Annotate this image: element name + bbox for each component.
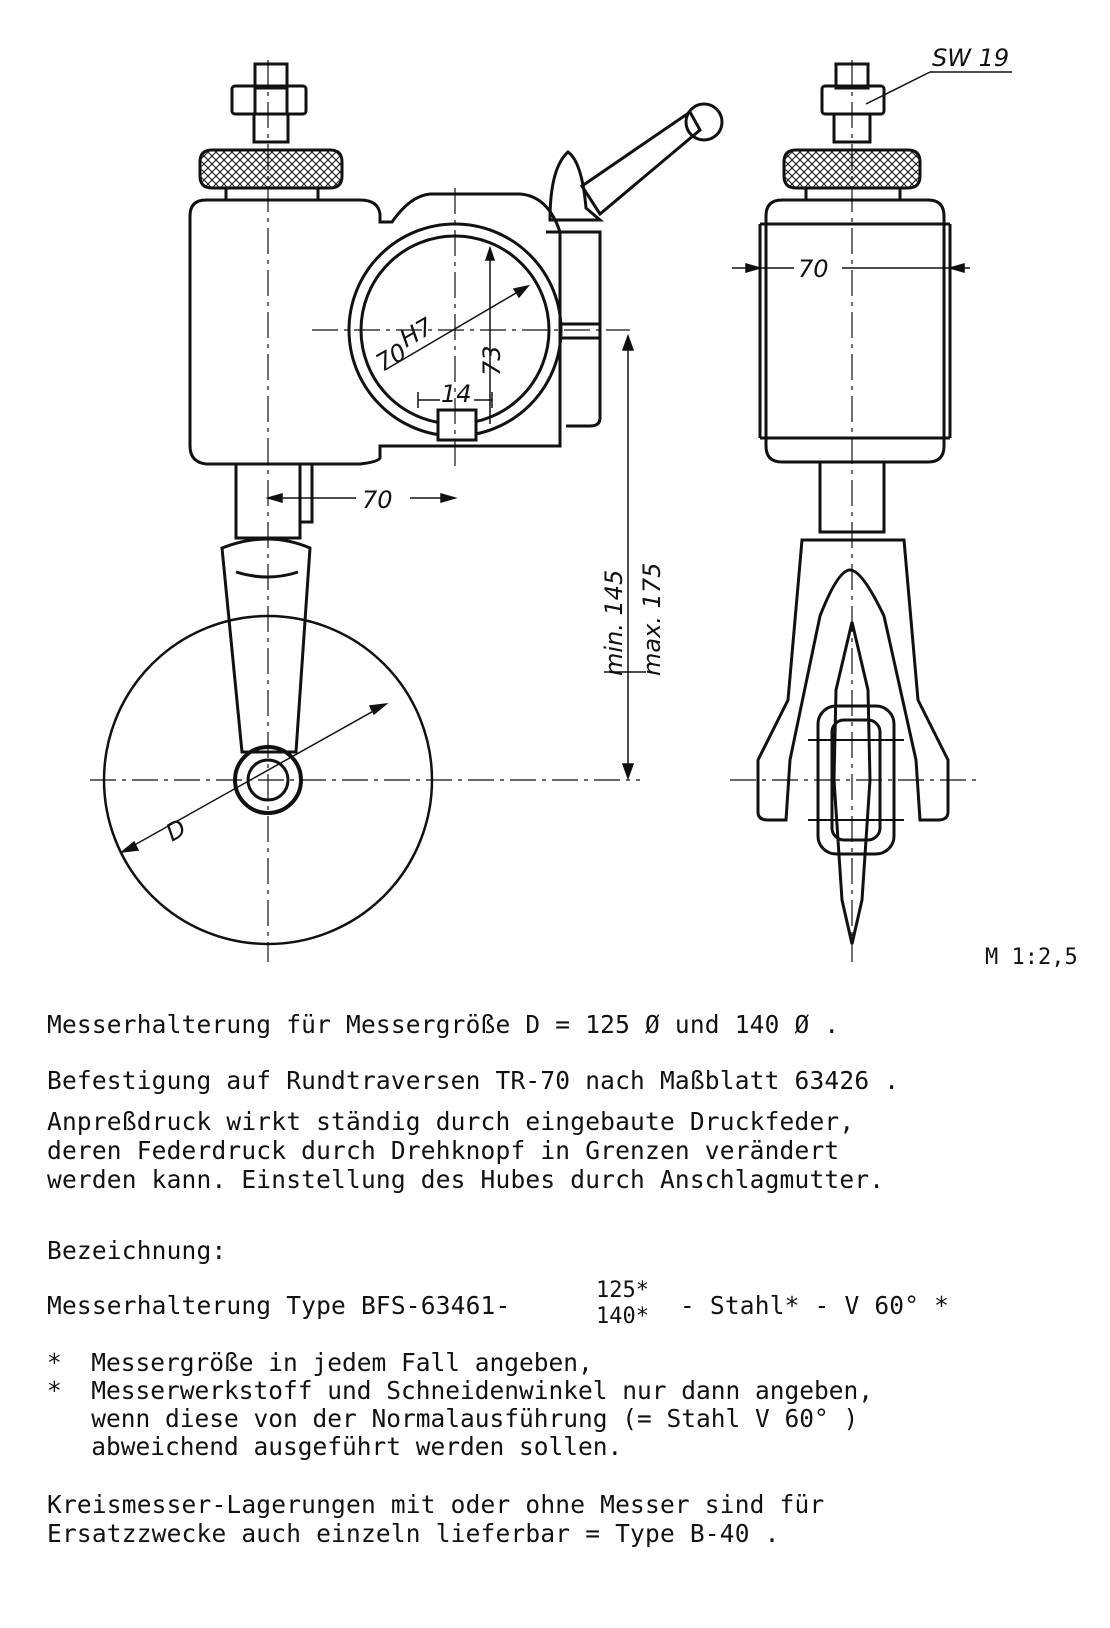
- side-body-block: [766, 200, 944, 462]
- designation-size-top: 125*: [596, 1278, 649, 1303]
- dim-wrench-size: SW 19: [932, 44, 1010, 72]
- spare-parts-line-2: Ersatzzwecke auch einzeln lieferbar = Type B-40 .: [47, 1519, 780, 1548]
- front-clamp-post: [546, 232, 600, 426]
- front-bolt-shaft: [254, 114, 288, 142]
- dim-bore: 70: [371, 337, 412, 378]
- mounting-line: Befestigung auf Rundtraversen TR-70 nach Maßblatt 63426 .: [47, 1066, 900, 1095]
- description-line-1: Anpreßdruck wirkt ständig durch eingebaute Druckfeder,: [47, 1107, 855, 1136]
- designation-suffix: - Stahl* - V 60° *: [680, 1291, 950, 1320]
- front-bolt-top: [255, 64, 287, 88]
- front-nut: [232, 86, 306, 114]
- side-fork: [758, 540, 948, 820]
- description-line-3: werden kann. Einstellung des Hubes durch Anschlagmutter.: [47, 1165, 885, 1194]
- designation-prefix: Messerhalterung Type BFS-63461-: [47, 1291, 511, 1320]
- title-line: Messerhalterung für Messergröße D = 125 Ø und 140 Ø .: [47, 1010, 840, 1039]
- front-view: [104, 64, 722, 944]
- front-knurled-knob: [200, 150, 342, 188]
- dim-diameter: D: [161, 813, 192, 848]
- footnote-line-2: * Messerwerkstoff und Schneidenwinkel nur dann angeben,: [47, 1376, 874, 1405]
- front-lever-ball: [686, 104, 722, 140]
- drawing-scale: M 1:2,5: [985, 945, 1078, 970]
- dim-bore-tolerance: H7: [395, 312, 438, 354]
- dim-offset: 70: [362, 486, 393, 514]
- dim-key-width: 14: [441, 380, 472, 408]
- front-clamp-cap: [550, 152, 600, 220]
- footnote-line-1: * Messergröße in jedem Fall angeben,: [47, 1348, 593, 1377]
- side-view: [758, 64, 950, 944]
- description-line-2: deren Federdruck durch Drehknopf in Grenzen verändert: [47, 1136, 840, 1165]
- dim-height-max: max. 175: [638, 562, 666, 676]
- dim-key-depth: 73: [478, 345, 506, 376]
- designation-heading: Bezeichnung:: [47, 1236, 227, 1265]
- footnote-line-3: wenn diese von der Normalausführung (= Stahl V 60° ): [47, 1404, 859, 1433]
- designation-size-bottom: 140*: [596, 1304, 649, 1329]
- dim-width-side: 70: [798, 255, 829, 283]
- footnote-line-4: abweichend ausgeführt werden sollen.: [47, 1432, 623, 1461]
- dim-height-min: min. 145: [600, 569, 628, 676]
- front-lever-arm: [582, 112, 700, 214]
- spare-parts-line-1: Kreismesser-Lagerungen mit oder ohne Messer sind für: [47, 1490, 825, 1519]
